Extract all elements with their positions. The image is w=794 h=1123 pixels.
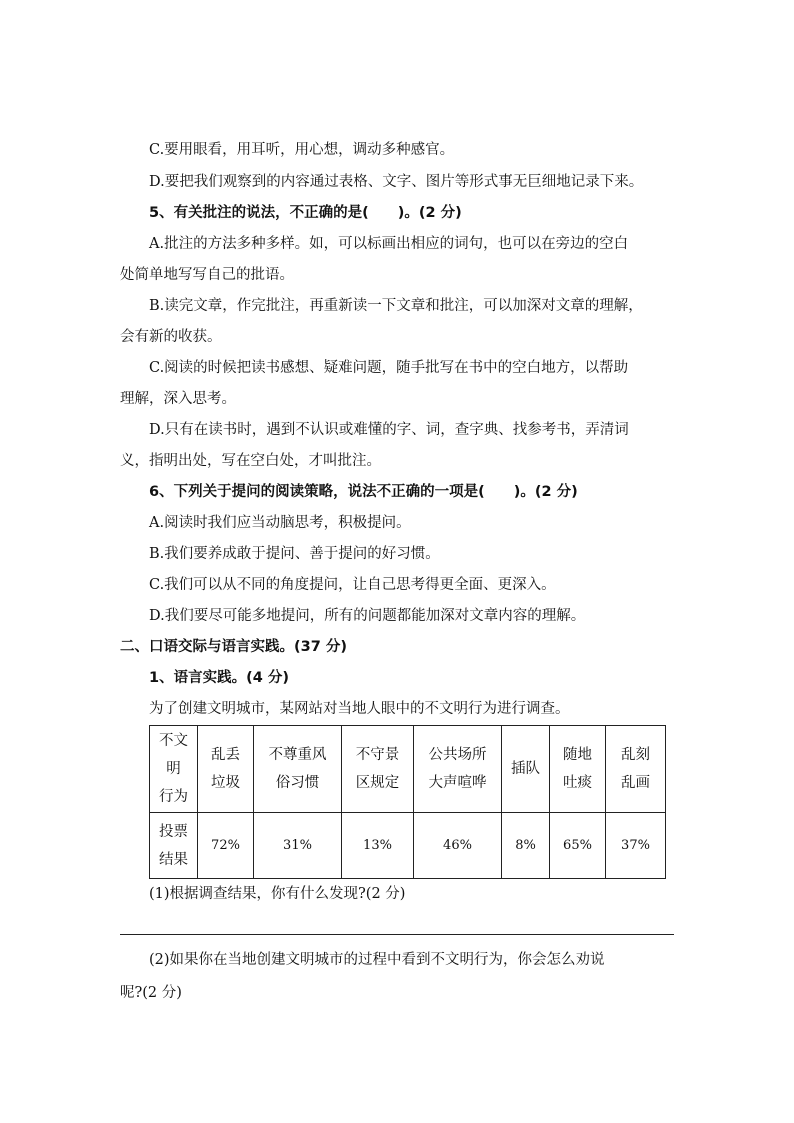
question-5d-line1: D.只有在读书时，遇到不认识或难懂的字、词，查字典、找参考书，弄清词 [149,422,629,438]
behavior-cell: 随地 吐痰 [550,726,606,813]
behavior-cell: 乱丢 垃圾 [198,726,254,813]
sub-question-2-line1: (2)如果你在当地创建文明城市的过程中看到不文明行为，你会怎么劝说 [149,952,605,968]
header-cell-behavior: 不文 明 行为 [150,726,198,813]
survey-intro: 为了创建文明城市，某网站对当地人眼中的不文明行为进行调查。 [149,701,570,717]
answer-line[interactable] [120,934,674,935]
question-6-title: 6、下列关于提问的阅读策略，说法不正确的一项是( )。(2 分) [149,484,578,500]
behavior-cell: 插队 [502,726,550,813]
header-cell-result: 投票 结果 [150,813,198,879]
question-5b-line1: B.读完文章，作完批注，再重新读一下文章和批注，可以加深对文章的理解， [149,298,643,314]
question-4c: C.要用眼看，用耳听，用心想，调动多种感官。 [149,142,455,158]
result-cell: 37% [606,813,666,879]
question-5b-line2: 会有新的收获。 [120,329,222,345]
behavior-cell: 乱刻 乱画 [606,726,666,813]
table-row-results [150,813,666,879]
result-cell: 13% [342,813,414,879]
result-cell: 46% [414,813,502,879]
question-6b: B.我们要养成敢于提问、善于提问的好习惯。 [149,546,440,562]
behavior-cell: 不守景 区规定 [342,726,414,813]
question-4d: D.要把我们观察到的内容通过表格、文字、图片等形式事无巨细地记录下来。 [149,174,644,190]
section-2-title: 二、口语交际与语言实践。(37 分) [120,639,347,655]
result-cell: 31% [254,813,342,879]
result-cell: 72% [198,813,254,879]
result-cell: 8% [502,813,550,879]
question-5a-line1: A.批注的方法多种多样。如，可以标画出相应的词句，也可以在旁边的空白 [149,236,629,252]
question-6c: C.我们可以从不同的角度提问，让自己思考得更全面、更深入。 [149,577,556,593]
survey-table [149,725,666,879]
question-6a: A.阅读时我们应当动脑思考，积极提问。 [149,515,411,531]
sub-question-1: (1)根据调查结果，你有什么发现?(2 分) [149,886,406,902]
question-5c-line1: C.阅读的时候把读书感想、疑难问题，随手批写在书中的空白地方，以帮助 [149,360,629,376]
sub-question-2-line2: 呢?(2 分) [120,985,182,1001]
behavior-cell: 不尊重风 俗习惯 [254,726,342,813]
question-5a-line2: 处简单地写写自己的批语。 [120,267,294,283]
behavior-cell: 公共场所 大声喧哗 [414,726,502,813]
practice-1-title: 1、语言实践。(4 分) [149,670,289,686]
question-5c-line2: 理解，深入思考。 [120,391,236,407]
question-5-title: 5、有关批注的说法，不正确的是( )。(2 分) [149,205,462,221]
question-6d: D.我们要尽可能多地提问，所有的问题都能加深对文章内容的理解。 [149,608,586,624]
table-row-behaviors [150,726,666,813]
question-5d-line2: 义，指明出处，写在空白处，才叫批注。 [120,453,381,469]
result-cell: 65% [550,813,606,879]
